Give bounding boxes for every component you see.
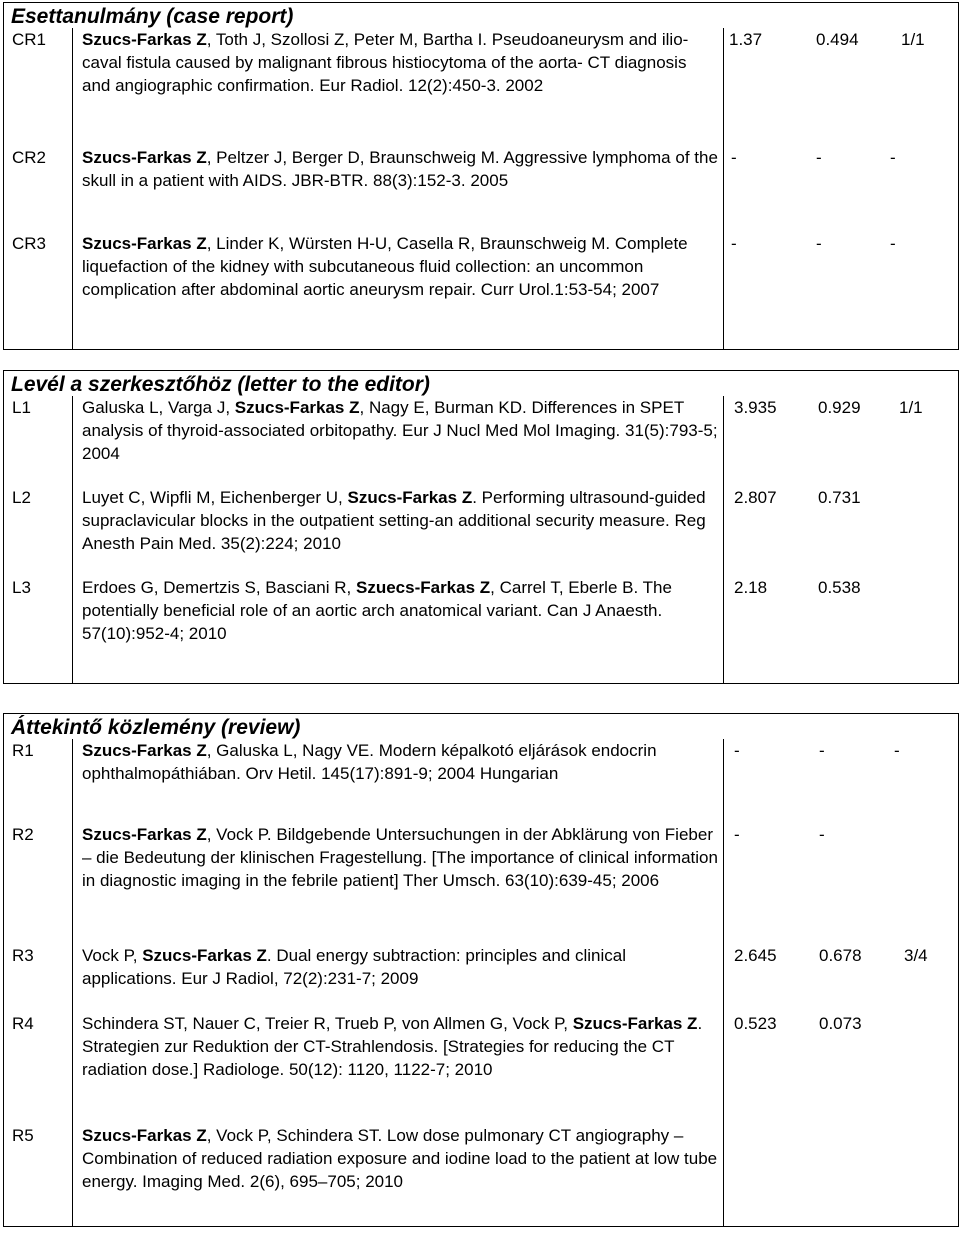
impact-value: -: [731, 148, 737, 167]
citation: Szucs-Farkas Z, Vock P, Schindera ST. Low dose pulmonary CT angiography – Combination of reduced radiation exposure and iodine load to the patient at low tube energy. Imaging Med. 2(6), 695–705; 2010: [73, 1124, 724, 1226]
entry-id: L1: [4, 396, 73, 486]
section-heading: Áttekintő közlemény (review): [4, 714, 959, 740]
impact-value: 2.807: [734, 488, 777, 507]
factor-value: -: [819, 825, 825, 844]
impact-value: -: [734, 741, 740, 760]
letters-table: [3, 370, 959, 684]
table-row: [4, 1124, 959, 1226]
citation: Szucs-Farkas Z, Peltzer J, Berger D, Braunschweig M. Aggressive lymphoma of the skull in a patient with AIDS. JBR-BTR. 88(3):152-3. 2005: [73, 146, 724, 232]
highlighted-author: Szucs-Farkas Z: [82, 30, 207, 49]
impact-value: 2.18: [734, 578, 768, 597]
table-row: [4, 823, 959, 944]
factor-value: 0.731: [818, 488, 861, 507]
table-row: [4, 576, 959, 683]
highlighted-author: Szucs-Farkas Z: [347, 488, 473, 507]
highlighted-author: Szucs-Farkas Z: [82, 234, 207, 253]
factor-value: -: [816, 234, 822, 253]
letters-section: [3, 370, 958, 684]
impact-value: -: [731, 234, 737, 253]
impact-value: -: [734, 825, 740, 844]
citation: Luyet C, Wipfli M, Eichenberger U, Szucs-Farkas Z. Performing ultrasound-guided supraclavicular blocks in the outpatient setting-an additional security measure. Reg Anesth Pain Med. 35(2):224; 2010: [73, 486, 724, 576]
entry-id: R4: [4, 1012, 73, 1124]
review-table: [3, 713, 959, 1227]
table-row: [4, 486, 959, 576]
entry-id: L2: [4, 486, 73, 576]
citation: Vock P, Szucs-Farkas Z. Dual energy subtraction: principles and clinical applications. Eur J Radiol, 72(2):231-7; 2009: [73, 944, 724, 1012]
factor-value: 0.929: [818, 398, 861, 417]
entry-id: CR1: [4, 28, 73, 146]
highlighted-author: Szucs-Farkas Z: [234, 398, 360, 417]
table-row: [4, 28, 959, 146]
entry-id: L3: [4, 576, 73, 683]
table-row: [4, 1012, 959, 1124]
highlighted-author: Szucs-Farkas Z: [572, 1014, 698, 1033]
factor-value: 0.073: [819, 1014, 862, 1033]
impact-value: 3.935: [734, 398, 777, 417]
table-row: [4, 232, 959, 349]
ratio-value: -: [890, 234, 896, 253]
section-heading: Levél a szerkesztőhöz (letter to the editor): [4, 371, 959, 397]
factor-value: -: [816, 148, 822, 167]
highlighted-author: Szucs-Farkas Z: [82, 148, 207, 167]
entry-id: R5: [4, 1124, 73, 1226]
highlighted-author: Szucs-Farkas Z: [82, 825, 207, 844]
ratio-value: 1/1: [899, 398, 923, 417]
table-row: [4, 146, 959, 232]
citation: Schindera ST, Nauer C, Treier R, Trueb P, von Allmen G, Vock P, Szucs-Farkas Z. Strategien zur Reduktion der CT-Strahlendosis. [Strategies for reducing the CT radiation dose.] Radiologe. 50(12): 1120, 1122-7; 2010: [73, 1012, 724, 1124]
impact-value: 2.645: [734, 946, 777, 965]
table-row: [4, 944, 959, 1012]
impact-value: 1.37: [729, 30, 763, 49]
highlighted-author: Szucs-Farkas Z: [82, 741, 207, 760]
citation: Galuska L, Varga J, Szucs-Farkas Z, Nagy E, Burman KD. Differences in SPET analysis of thyroid-associated orbitopathy. Eur J Nucl Med Mol Imaging. 31(5):793-5; 2004: [73, 396, 724, 486]
highlighted-author: Szucs-Farkas Z: [82, 1126, 207, 1145]
entry-id: R3: [4, 944, 73, 1012]
ratio-value: -: [890, 148, 896, 167]
entry-id: CR2: [4, 146, 73, 232]
case-report-section: [3, 2, 958, 350]
table-row: [4, 396, 959, 486]
factor-value: 0.538: [818, 578, 861, 597]
ratio-value: 3/4: [904, 946, 928, 965]
entry-id: CR3: [4, 232, 73, 349]
entry-id: R1: [4, 739, 73, 823]
citation: Szucs-Farkas Z, Toth J, Szollosi Z, Peter M, Bartha I. Pseudoaneurysm and ilio-caval fistula caused by malignant fibrous histiocytoma of the aorta- CT diagnosis and angiographic confirmation. Eur Radiol. 12(2):450-3. 2002: [73, 28, 724, 146]
citation: Szucs-Farkas Z, Linder K, Würsten H-U, Casella R, Braunschweig M. Complete liquefaction of the kidney with subcutaneous fluid collection: an uncommon complication after abdominal aortic aneurysm repair. Curr Urol.1:53-54; 2007: [73, 232, 724, 349]
section-heading: Esettanulmány (case report): [4, 3, 959, 29]
factor-value: 0.494: [816, 30, 859, 49]
impact-value: 0.523: [734, 1014, 777, 1033]
factor-value: 0.678: [819, 946, 862, 965]
highlighted-author: Szuecs-Farkas Z: [355, 578, 491, 597]
table-row: [4, 739, 959, 823]
ratio-value: -: [894, 741, 900, 760]
citation: Erdoes G, Demertzis S, Basciani R, Szuecs-Farkas Z, Carrel T, Eberle B. The potentially beneficial role of an aortic arch anatomical variant. Can J Anaesth. 57(10):952-4; 2010: [73, 576, 724, 683]
citation: Szucs-Farkas Z, Galuska L, Nagy VE. Modern képalkotó eljárások endocrin ophthalmopáthiában. Orv Hetil. 145(17):891-9; 2004 Hungarian: [73, 739, 724, 823]
ratio-value: 1/1: [901, 30, 925, 49]
case-report-table: [3, 2, 959, 350]
factor-value: -: [819, 741, 825, 760]
highlighted-author: Szucs-Farkas Z: [142, 946, 267, 965]
citation: Szucs-Farkas Z, Vock P. Bildgebende Untersuchungen in der Abklärung von Fieber – die Bedeutung der klinischen Fragestellung. [The importance of clinical information in diagnostic imaging in the febrile patient] Ther Umsch. 63(10):639-45; 2006: [73, 823, 724, 944]
entry-id: R2: [4, 823, 73, 944]
review-section: [3, 713, 958, 1227]
